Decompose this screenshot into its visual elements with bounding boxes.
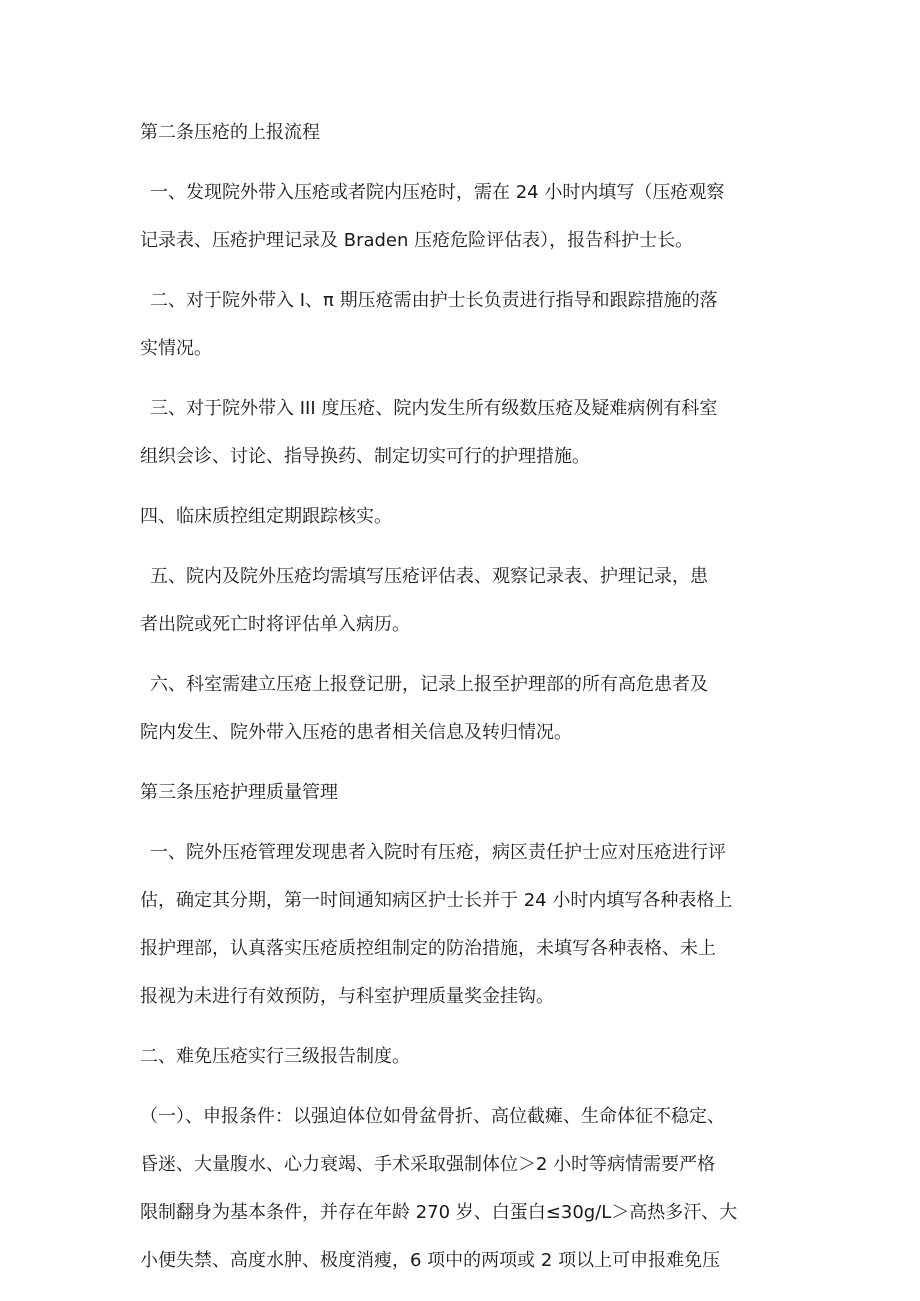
text-line: 记录表、压疮护理记录及 Braden 压疮危险评估表），报告科护士长。	[140, 230, 694, 251]
text-line: 二、难免压疮实行三级报告制度。	[140, 1046, 410, 1067]
text-line: 一、发现院外带入压疮或者院内压疮时，需在 24 小时内填写（压疮观察	[150, 182, 725, 203]
paragraph-3-2	[140, 1033, 785, 1081]
text-line: 者出院或死亡时将评估单入病历。	[140, 614, 410, 635]
text-line: 组织会诊、讨论、指导换药、制定切实可行的护理措施。	[140, 446, 590, 467]
paragraph-2-1	[140, 169, 785, 265]
text-line: 实情况。	[140, 338, 212, 359]
paragraph-2-3	[140, 385, 785, 481]
paragraph-2-4	[140, 493, 785, 541]
text-line: 报视为未进行有效预防，与科室护理质量奖金挂钩。	[140, 986, 554, 1007]
paragraph-3-3	[140, 1093, 785, 1285]
text-line: 五、院内及院外压疮均需填写压疮评估表、观察记录表、护理记录，患	[150, 566, 708, 587]
document-body	[140, 109, 785, 1297]
text-line: 四、临床质控组定期跟踪核实。	[140, 506, 392, 527]
text-line: 限制翻身为基本条件，并存在年龄 270 岁、白蛋白≤30g/L＞高热多汗、大	[140, 1202, 738, 1223]
text-line: （一）、申报条件：以强迫体位如骨盆骨折、高位截瘫、生命体征不稳定、	[140, 1106, 725, 1127]
text-line: 估，确定其分期，第一时间通知病区护士长并于 24 小时内填写各种表格上	[140, 890, 733, 911]
text-line: 昏迷、大量腹水、心力衰竭、手术采取强制体位＞2 小时等病情需要严格	[140, 1154, 716, 1175]
text-line: 一、院外压疮管理发现患者入院时有压疮，病区责任护士应对压疮进行评	[150, 842, 726, 863]
paragraph-3-1	[140, 829, 785, 1021]
paragraph-2-6	[140, 661, 785, 757]
paragraph-2-5	[140, 553, 785, 649]
text-line: 院内发生、院外带入压疮的患者相关信息及转归情况。	[140, 722, 572, 743]
text-line: 二、对于院外带入 I、π 期压疮需由护士长负责进行指导和跟踪措施的落	[150, 290, 718, 311]
section-heading-2: 第二条压疮的上报流程	[140, 122, 320, 143]
text-line: 报护理部，认真落实压疮质控组制定的防治措施，未填写各种表格、未上	[140, 938, 716, 959]
paragraph-2-2	[140, 277, 785, 373]
text-line: 六、科室需建立压疮上报登记册，记录上报至护理部的所有高危患者及	[150, 674, 708, 695]
text-line: 小便失禁、高度水肿、极度消瘦，6 项中的两项或 2 项以上可申报难免压	[140, 1250, 721, 1271]
text-line: 三、对于院外带入 III 度压疮、院内发生所有级数压疮及疑难病例有科室	[150, 398, 718, 419]
section-heading-3: 第三条压疮护理质量管理	[140, 782, 338, 803]
